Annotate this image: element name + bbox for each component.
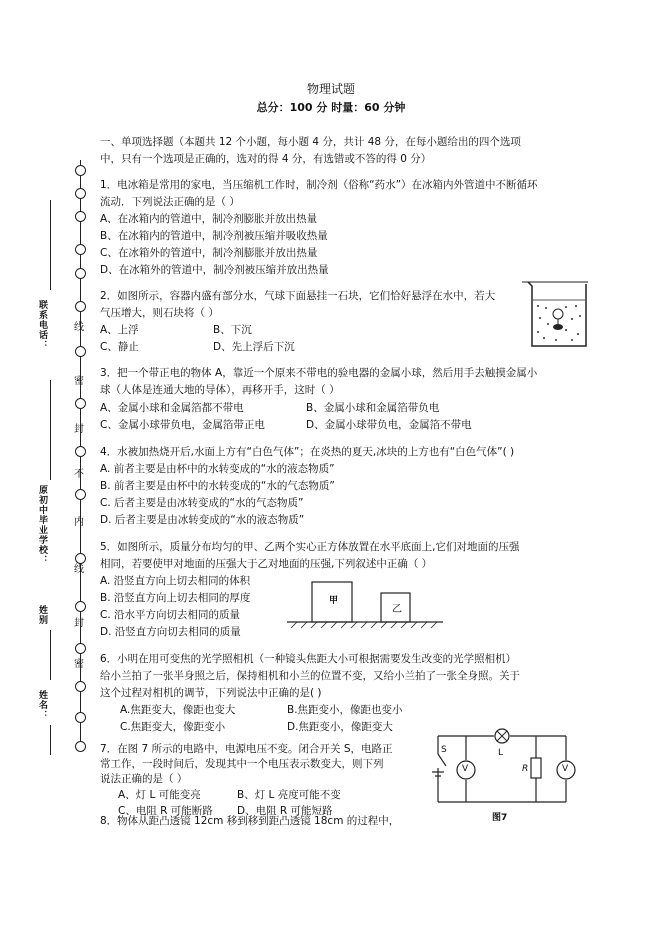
field-underline — [50, 200, 51, 290]
section-heading: 一、单项选择题（本题共 12 个小题，每小题 4 分，共计 48 分，在每小题给出的四个选项 — [100, 136, 521, 148]
option-a: A、金属小球和金属箔都不带电 — [100, 402, 244, 414]
option-c: C、静止 — [100, 341, 139, 353]
field-underline — [50, 630, 51, 680]
seal-char: 线 — [74, 322, 84, 333]
block-yi-label: 乙 — [392, 604, 402, 615]
stone-icon — [553, 324, 563, 330]
option-d: D、电阻 R 可能短路 — [237, 805, 333, 817]
option-d: D.焦距变小，像距变大 — [287, 721, 393, 733]
lamp-label: L — [498, 748, 504, 758]
question-text: 3．把一个带正电的物体 A，靠近一个原来不带电的验电器的金属小球，然后用手去触摸金属小 — [100, 367, 538, 379]
binding-hole — [75, 601, 86, 612]
circuit-caption: 图7 — [492, 813, 508, 823]
question-text: 常工作，一段时间后，发现其中一个电压表示数变大，则下列 — [100, 758, 384, 770]
seal-char: 密 — [74, 376, 84, 387]
option-a: A、上浮 — [100, 324, 139, 336]
binding-hole — [75, 446, 86, 457]
binding-hole — [75, 643, 86, 654]
block-jia-label: 甲 — [329, 596, 339, 606]
question-text: 7．在图 7 所示的电路中，电源电压不变。闭合开关 S，电路正 — [100, 743, 393, 755]
option-b: B.焦距变小，像距也变小 — [287, 704, 403, 716]
phone-label: 联系电话： — [37, 300, 47, 350]
beaker-figure — [522, 278, 592, 350]
seal-char: 封 — [74, 424, 84, 435]
page-subtitle: 总分：100 分 时量：60 分钟 — [256, 101, 406, 114]
blocks-figure — [285, 578, 445, 630]
resistor-label: R — [522, 764, 529, 774]
question-text: 相同，若要使甲对地面的压强大于乙对地面的压强,下列叙述中正确（ ） — [100, 558, 433, 570]
name-label: 姓名： — [37, 690, 47, 720]
option-d: D、金属小球带负电，金属箔不带电 — [306, 419, 472, 431]
voltmeter-1-label: V — [462, 764, 469, 774]
option-a: A. 前者主要是由杯中的水转变成的“水的液态物质” — [100, 463, 335, 475]
binding-hole — [75, 489, 86, 500]
option-a: A、在冰箱内的管道中，制冷剂膨胀并放出热量 — [100, 213, 318, 225]
option-c: C. 后者主要是由冰转变成的“水的气态物质” — [100, 497, 304, 509]
option-b: B、灯 L 亮度可能不变 — [237, 789, 341, 801]
balloon-icon — [553, 309, 563, 319]
field-underline — [50, 725, 51, 755]
resistor-icon — [531, 758, 541, 778]
school-label: 原初中毕业学校： — [37, 485, 47, 565]
option-b: B、金属小球和金属箔带负电 — [306, 402, 440, 414]
binding-hole — [75, 398, 86, 409]
option-b: B. 前者主要是由杯中的水转变成的“水的气态物质” — [100, 480, 335, 492]
section-heading: 中，只有一个选项是正确的，选对的得 4 分，有选错或不答的得 0 分） — [100, 153, 432, 165]
question-text: 1．电冰箱是常用的家电，当压缩机工作时，制冷剂（俗称“药水”）在冰箱内外管道中不断循环 — [100, 179, 538, 191]
binding-hole — [75, 741, 86, 752]
option-c: C.焦距变大，像距变小 — [120, 721, 226, 733]
binding-hole — [75, 346, 86, 357]
option-d: D、在冰箱外的管道中，制冷剂被压缩并放出热量 — [100, 264, 329, 276]
question-text: 气压增大，则石块将（ ） — [100, 307, 219, 319]
question-text: 4．水被加热烧开后,水面上方有“白色气体”；在炎热的夏天,冰块的上方也有“白色气体”( ) — [100, 446, 515, 458]
seal-char: 线 — [74, 564, 84, 575]
binding-hole — [75, 188, 86, 199]
option-c: C、金属小球带负电，金属箔带正电 — [100, 419, 265, 431]
binding-hole — [75, 211, 86, 222]
question-text: 5．如图所示，质量分布均匀的甲、乙两个实心正方体放置在水平底面上,它们对地面的压强 — [100, 541, 520, 553]
binding-hole — [75, 681, 86, 692]
gender-label: 姓别 — [37, 605, 47, 625]
option-a: A、灯 L 可能变亮 — [118, 789, 201, 801]
option-c: C、电阻 R 可能断路 — [118, 805, 213, 817]
option-b: B. 沿竖直方向上切去相同的厚度 — [100, 592, 251, 604]
switch-label: S — [441, 745, 447, 755]
option-a: A.焦距变大，像距也变大 — [120, 704, 236, 716]
voltmeter-2-label: V — [562, 764, 569, 774]
question-text: 8．物体从距凸透镜 12cm 移到移到距凸透镜 18cm 的过程中， — [100, 815, 400, 827]
option-b: B、下沉 — [213, 324, 252, 336]
question-text: 这个过程对相机的调节，下列说法中正确的是( ) — [100, 687, 322, 699]
option-c: C. 沿水平方向切去相同的质量 — [100, 609, 241, 621]
binding-hole — [75, 165, 86, 176]
binding-hole — [75, 244, 86, 255]
seal-char: 内 — [74, 517, 84, 528]
binding-hole — [75, 268, 86, 279]
question-text: 说法正确的是（ ） — [100, 773, 188, 785]
question-text: 2．如图所示，容器内盛有部分水，气球下面悬挂一石块，它们恰好悬浮在水中，若大 — [100, 290, 496, 302]
page-title: 物理试题 — [306, 82, 355, 96]
seal-char: 封 — [74, 618, 84, 629]
question-text: 球（人体是连通大地的导体），再移开手，这时（ ） — [100, 384, 340, 396]
circuit-figure — [428, 728, 578, 808]
question-text: 6．小明在用可变焦的光学照相机（一种镜头焦距大小可根据需要发生改变的光学照相机） — [100, 653, 517, 665]
option-d: D、先上浮后下沉 — [213, 341, 295, 353]
question-text: 流动．下列说法正确的是（ ） — [100, 196, 240, 208]
binding-hole — [75, 301, 86, 312]
field-underline — [50, 380, 51, 480]
option-d: D. 沿竖直方向切去相同的质量 — [100, 626, 241, 638]
seal-char: 密 — [74, 659, 84, 670]
option-a: A. 沿竖直方向上切去相同的体积 — [100, 575, 251, 587]
option-d: D. 后者主要是由冰转变成的“水的液态物质” — [100, 514, 305, 526]
seal-char: 不 — [74, 469, 84, 480]
binding-hole — [75, 712, 86, 723]
option-c: C、在冰箱外的管道中，制冷剂膨胀并放出热量 — [100, 247, 318, 259]
option-b: B、在冰箱内的管道中，制冷剂被压缩并吸收热量 — [100, 230, 328, 242]
question-text: 给小兰拍了一张半身照之后，保持相机和小兰的位置不变，又给小兰拍了一张全身照。关于 — [100, 670, 520, 682]
